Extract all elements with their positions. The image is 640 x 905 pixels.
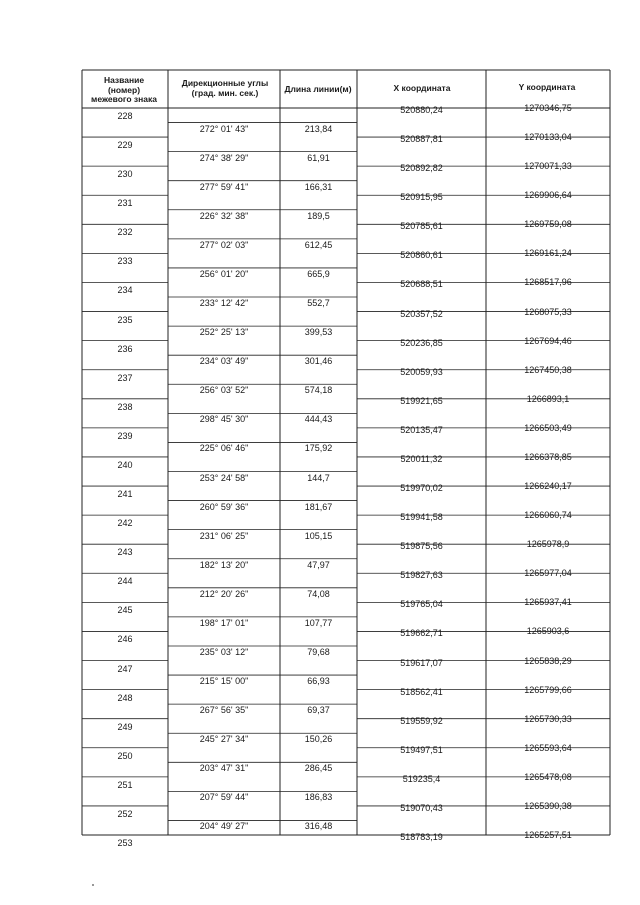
direction-angle: 233° 12' 42" <box>199 298 249 309</box>
point-number: 238 <box>117 401 133 412</box>
direction-angle: 298° 45' 30" <box>199 414 249 425</box>
y-coordinate: 1265799,66 <box>524 684 572 695</box>
y-coordinate: 1266060,74 <box>524 510 572 521</box>
line-length: 144,7 <box>307 472 330 483</box>
point-number: 243 <box>117 547 133 558</box>
line-length: 61,91 <box>307 152 330 163</box>
x-coordinate: 520915,95 <box>400 192 443 203</box>
point-number: 250 <box>117 750 133 761</box>
header-name: Название (номер) межевого знака <box>91 75 157 104</box>
direction-angle: 198° 17' 01" <box>199 617 249 628</box>
point-number: 231 <box>117 198 133 209</box>
header-angle: Дирекционные углы (град. мин. сек.) <box>181 78 269 98</box>
x-coordinate: 519662,71 <box>400 628 443 639</box>
header-y: Y координата <box>518 82 576 92</box>
point-number: 234 <box>117 285 133 296</box>
direction-angle: 277° 02' 03" <box>199 239 249 250</box>
line-length: 105,15 <box>304 530 333 541</box>
line-length: 166,31 <box>304 181 333 192</box>
x-coordinate: 519921,65 <box>400 395 443 406</box>
point-number: 241 <box>117 489 133 500</box>
y-coordinate: 1266240,17 <box>524 481 572 492</box>
point-number: 230 <box>117 169 133 180</box>
x-coordinate: 520887,81 <box>400 134 443 145</box>
point-number: 233 <box>117 256 133 267</box>
direction-angle: 182° 13' 20" <box>199 559 249 570</box>
x-coordinate: 520135,47 <box>400 424 443 435</box>
point-number: 240 <box>117 459 133 470</box>
direction-angle: 253° 24' 58" <box>199 472 249 483</box>
point-number: 236 <box>117 343 133 354</box>
line-length: 69,37 <box>307 705 330 716</box>
line-length: 301,46 <box>304 356 333 367</box>
line-length: 444,43 <box>304 414 333 425</box>
line-length: 286,45 <box>304 763 333 774</box>
line-length: 79,68 <box>307 646 330 657</box>
y-coordinate: 1265390,38 <box>524 800 572 811</box>
line-length: 186,83 <box>304 792 333 803</box>
point-number: 246 <box>117 634 133 645</box>
y-coordinate: 1270133,04 <box>524 132 572 143</box>
y-coordinate: 1268517,96 <box>524 277 572 288</box>
x-coordinate: 520357,52 <box>400 308 443 319</box>
line-length: 181,67 <box>304 501 333 512</box>
header-x: X координата <box>393 83 451 93</box>
x-coordinate: 519765,04 <box>400 599 443 610</box>
line-length: 189,5 <box>307 210 330 221</box>
x-coordinate: 520059,93 <box>400 366 443 377</box>
y-coordinate: 1270071,33 <box>524 161 572 172</box>
x-coordinate: 519970,02 <box>400 483 443 494</box>
point-number: 229 <box>117 140 133 151</box>
x-coordinate: 519617,07 <box>400 657 443 668</box>
point-number: 252 <box>117 808 133 819</box>
direction-angle: 231° 06' 25" <box>199 530 249 541</box>
line-length: 107,77 <box>304 617 333 628</box>
direction-angle: 267° 56' 35" <box>199 705 249 716</box>
point-number: 247 <box>117 663 133 674</box>
line-length: 47,97 <box>307 559 330 570</box>
y-coordinate: 1268075,33 <box>524 306 572 317</box>
point-number: 249 <box>117 721 133 732</box>
x-coordinate: 519827,63 <box>400 570 443 581</box>
x-coordinate: 519941,58 <box>400 512 443 523</box>
y-coordinate: 1266378,85 <box>524 451 572 462</box>
line-length: 316,48 <box>304 821 333 832</box>
y-coordinate: 1267450,38 <box>524 364 572 375</box>
direction-angle: 235° 03' 12" <box>199 646 249 657</box>
x-coordinate: 520688,51 <box>400 279 443 290</box>
y-coordinate: 1269906,64 <box>524 190 572 201</box>
y-coordinate: 1265593,64 <box>524 742 572 753</box>
point-number: 253 <box>117 838 133 848</box>
direction-angle: 234° 03' 49" <box>199 356 249 367</box>
point-number: 232 <box>117 227 133 238</box>
line-length: 175,92 <box>304 443 333 454</box>
y-coordinate: 1265478,08 <box>524 771 572 782</box>
direction-angle: 274° 38' 29" <box>199 152 249 163</box>
x-coordinate: 518783,19 <box>400 832 443 842</box>
y-coordinate: 1265978,9 <box>526 539 570 550</box>
y-coordinate: 1265937,41 <box>524 597 572 608</box>
point-number: 235 <box>117 314 133 325</box>
direction-angle: 226° 32' 38" <box>199 210 249 221</box>
y-coordinate: 1265838,29 <box>524 655 572 666</box>
point-number: 237 <box>117 372 133 383</box>
x-coordinate: 519497,51 <box>400 744 443 755</box>
direction-angle: 256° 03' 52" <box>199 385 249 396</box>
y-coordinate: 1269161,24 <box>524 248 572 259</box>
y-coordinate: 1265257,51 <box>524 830 572 840</box>
x-coordinate: 520236,85 <box>400 337 443 348</box>
line-length: 574,18 <box>304 385 333 396</box>
line-length: 74,08 <box>307 588 330 599</box>
point-number: 245 <box>117 605 133 616</box>
y-coordinate: 1265977,04 <box>524 568 572 579</box>
x-coordinate: 519559,92 <box>400 715 443 726</box>
x-coordinate: 520011,32 <box>400 453 443 464</box>
point-number: 242 <box>117 518 133 529</box>
direction-angle: 256° 01' 20" <box>199 268 249 279</box>
line-length: 552,7 <box>307 298 330 309</box>
direction-angle: 212° 20' 26" <box>199 588 249 599</box>
line-length: 66,93 <box>307 676 330 687</box>
direction-angle: 207° 59' 44" <box>199 792 249 803</box>
line-length: 213,84 <box>304 123 333 134</box>
direction-angle: 225° 06' 46" <box>199 443 249 454</box>
point-number: 248 <box>117 692 133 703</box>
x-coordinate: 519235,4 <box>402 773 441 784</box>
direction-angle: 277° 59' 41" <box>199 181 249 192</box>
direction-angle: 215° 15' 00" <box>199 676 249 687</box>
y-coordinate: 1270346,75 <box>524 103 572 113</box>
direction-angle: 252° 25' 13" <box>199 327 249 338</box>
x-coordinate: 520892,82 <box>400 163 443 174</box>
point-number: 228 <box>117 111 133 121</box>
direction-angle: 260° 59' 36" <box>199 501 249 512</box>
line-length: 665,9 <box>307 268 330 279</box>
point-number: 244 <box>117 576 133 587</box>
scan-speck <box>92 884 94 886</box>
point-number: 251 <box>117 779 133 790</box>
y-coordinate: 1265730,33 <box>524 713 572 724</box>
y-coordinate: 1266503,49 <box>524 422 572 433</box>
direction-angle: 245° 27' 34" <box>199 734 249 745</box>
line-length: 612,45 <box>304 239 333 250</box>
x-coordinate: 520785,61 <box>400 221 443 232</box>
x-coordinate: 519875,56 <box>400 541 443 552</box>
direction-angle: 203° 47' 31" <box>199 763 249 774</box>
line-length: 399,53 <box>304 327 333 338</box>
direction-angle: 272° 01' 43" <box>199 123 249 134</box>
y-coordinate: 1267694,46 <box>524 335 572 346</box>
y-coordinate: 1269759,08 <box>524 219 572 230</box>
header-length: Длина линии(м) <box>284 84 352 94</box>
line-length: 150,26 <box>304 734 333 745</box>
x-coordinate: 520880,24 <box>400 105 443 115</box>
x-coordinate: 520860,61 <box>400 250 443 261</box>
x-coordinate: 518562,41 <box>400 686 443 697</box>
y-coordinate: 1266893,1 <box>526 393 570 404</box>
direction-angle: 204° 49' 27" <box>199 821 249 832</box>
point-number: 239 <box>117 430 133 441</box>
x-coordinate: 519070,43 <box>400 802 443 813</box>
y-coordinate: 1265903,6 <box>526 626 570 637</box>
